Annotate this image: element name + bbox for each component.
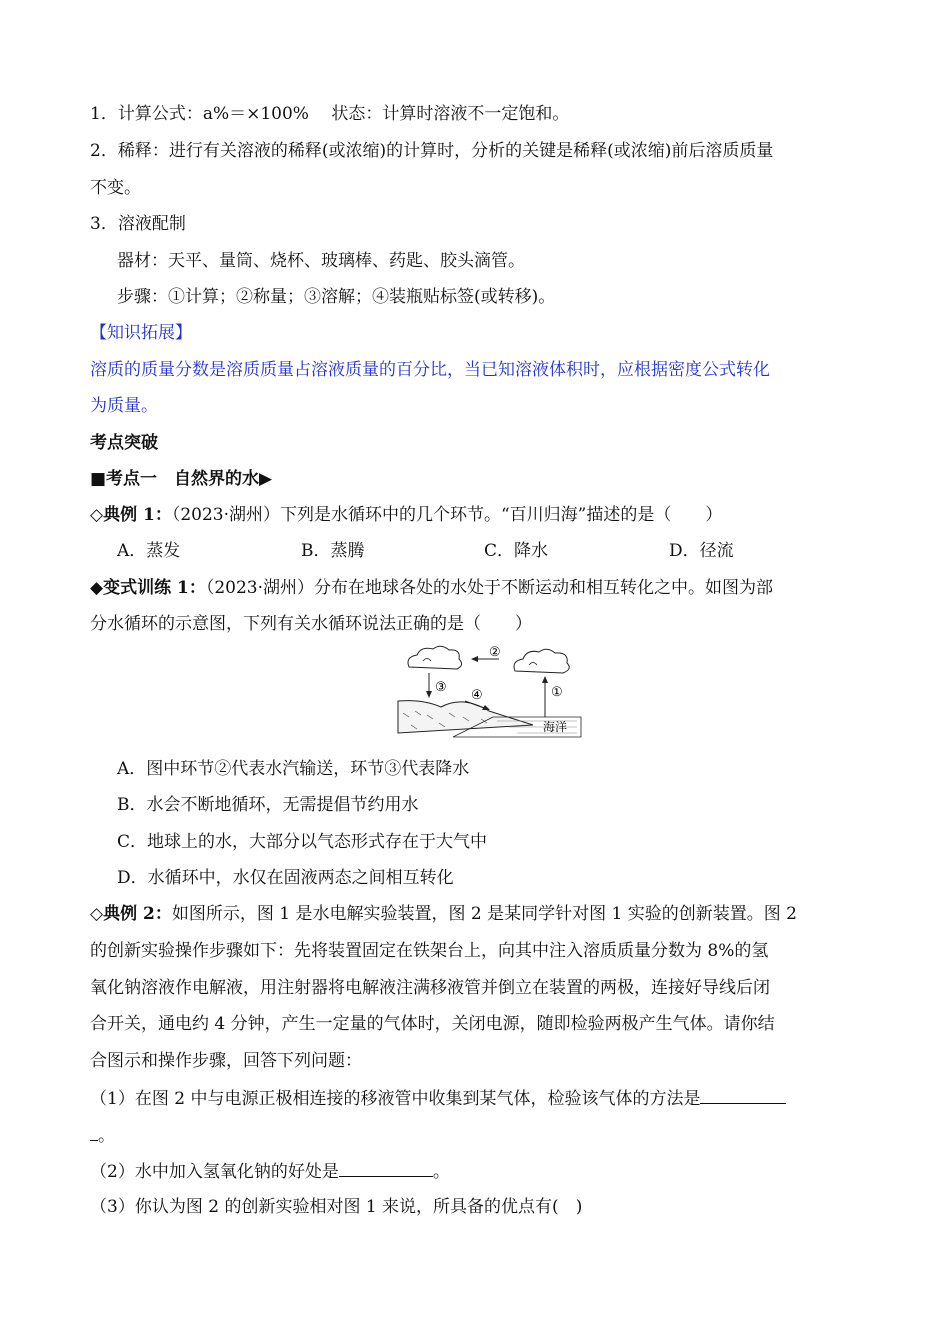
knowledge-extension-text-cont: 为质量。 (90, 396, 158, 416)
variant-1-text: （2023·湖州）分布在地球各处的水处于不断运动和相互转化之中。如图为部 (205, 578, 773, 598)
solution-prep-heading: 3．溶液配制 (90, 214, 186, 234)
section-heading: 考点突破 (90, 433, 158, 453)
knowledge-extension-text: 溶质的质量分数是溶质质量占溶液质量的百分比，当已知溶液体积时，应根据密度公式转化 (90, 360, 770, 380)
answer-blank-1[interactable] (700, 1085, 786, 1104)
figure-label-ocean: 海洋 (543, 720, 568, 734)
question-2-text: （2）水中加入氢氧化钠的好处是 (90, 1162, 339, 1182)
water-cycle-figure (393, 641, 583, 739)
example-1-option-b: B．蒸腾 (301, 541, 365, 561)
dilution-line-cont: 不变。 (90, 178, 141, 198)
example-2-text-2: 的创新实验操作步骤如下：先将装置固定在铁架台上，向其中注入溶质质量分数为 8%的氢 (90, 941, 769, 961)
example-2-label: ◇典例 2： (90, 904, 172, 924)
figure-label-3: ③ (435, 680, 447, 695)
figure-label-2: ② (489, 645, 501, 660)
example-1-option-c: C．降水 (484, 541, 549, 561)
knowledge-extension-title: 【知识拓展】 (90, 323, 192, 343)
steps-line: 步骤：①计算；②称量；③溶解；④装瓶贴标签(或转移)。 (117, 287, 556, 307)
example-1-label: ◇典例 1： (90, 505, 172, 525)
example-2-text-5: 合图示和操作步骤，回答下列问题： (90, 1051, 362, 1071)
example-2-intro (90, 902, 797, 926)
question-2 (90, 1158, 450, 1184)
example-2-text: 如图所示，图 1 是水电解实验装置，图 2 是某同学针对图 1 实验的创新装置。图 2 (171, 904, 797, 924)
figure-label-1: ① (551, 685, 563, 700)
variant-1-label: ◆变式训练 1： (90, 578, 206, 598)
variant-1-option-a: A．图中环节②代表水汽输送，环节③代表降水 (117, 759, 470, 779)
question-2-end: 。 (432, 1162, 450, 1182)
left-cloud (408, 646, 462, 669)
variant-1-option-b: B．水会不断地循环，无需提倡节约用水 (117, 795, 419, 815)
example-1-option-d: D．径流 (669, 541, 734, 561)
topic-one-heading: ■考点一 自然界的水▶ (90, 469, 273, 489)
example-2-text-4: 合开关，通电约 4 分钟，产生一定量的气体时，关闭电源，随即检验两极产生气体。请你结 (90, 1014, 775, 1034)
figure-label-4: ④ (471, 688, 483, 703)
variant-1-option-c: C．地球上的水，大部分以气态形式存在于大气中 (117, 832, 488, 852)
answer-blank-1-cont[interactable] (90, 1122, 98, 1141)
question-1-text: （1）在图 2 中与电源正极相连接的移液管中收集到某气体，检验该气体的方法是 (90, 1089, 701, 1109)
question-1 (90, 1085, 786, 1111)
variant-1-option-d: D．水循环中，水仅在固液两态之间相互转化 (117, 868, 454, 888)
formula-line: 1．计算公式：a%＝×100% 状态：计算时溶液不一定饱和。 (90, 104, 570, 124)
equipment-line: 器材：天平、量筒、烧杯、玻璃棒、药匙、胶头滴管。 (117, 251, 525, 271)
variant-1-question (90, 576, 773, 600)
question-3: （3）你认为图 2 的创新实验相对图 1 来说，所具备的优点有( ) (90, 1197, 583, 1217)
example-1-option-a: A．蒸发 (117, 541, 181, 561)
question-1-cont (90, 1122, 115, 1148)
answer-blank-2[interactable] (339, 1158, 433, 1177)
example-1-question (90, 503, 722, 527)
variant-1-question-cont: 分水循环的示意图，下列有关水循环说法正确的是（ ） (90, 614, 532, 634)
example-1-text: （2023·湖州）下列是水循环中的几个环节。“百川归海”描述的是（ ） (171, 505, 723, 525)
question-1-end: 。 (98, 1126, 115, 1146)
dilution-line: 2．稀释：进行有关溶液的稀释(或浓缩)的计算时，分析的关键是稀释(或浓缩)前后溶质质量 (90, 141, 774, 161)
example-2-text-3: 氧化钠溶液作电解液，用注射器将电解液注满移液管并倒立在装置的两极，连接好导线后闭 (90, 978, 770, 998)
right-cloud (514, 649, 569, 673)
